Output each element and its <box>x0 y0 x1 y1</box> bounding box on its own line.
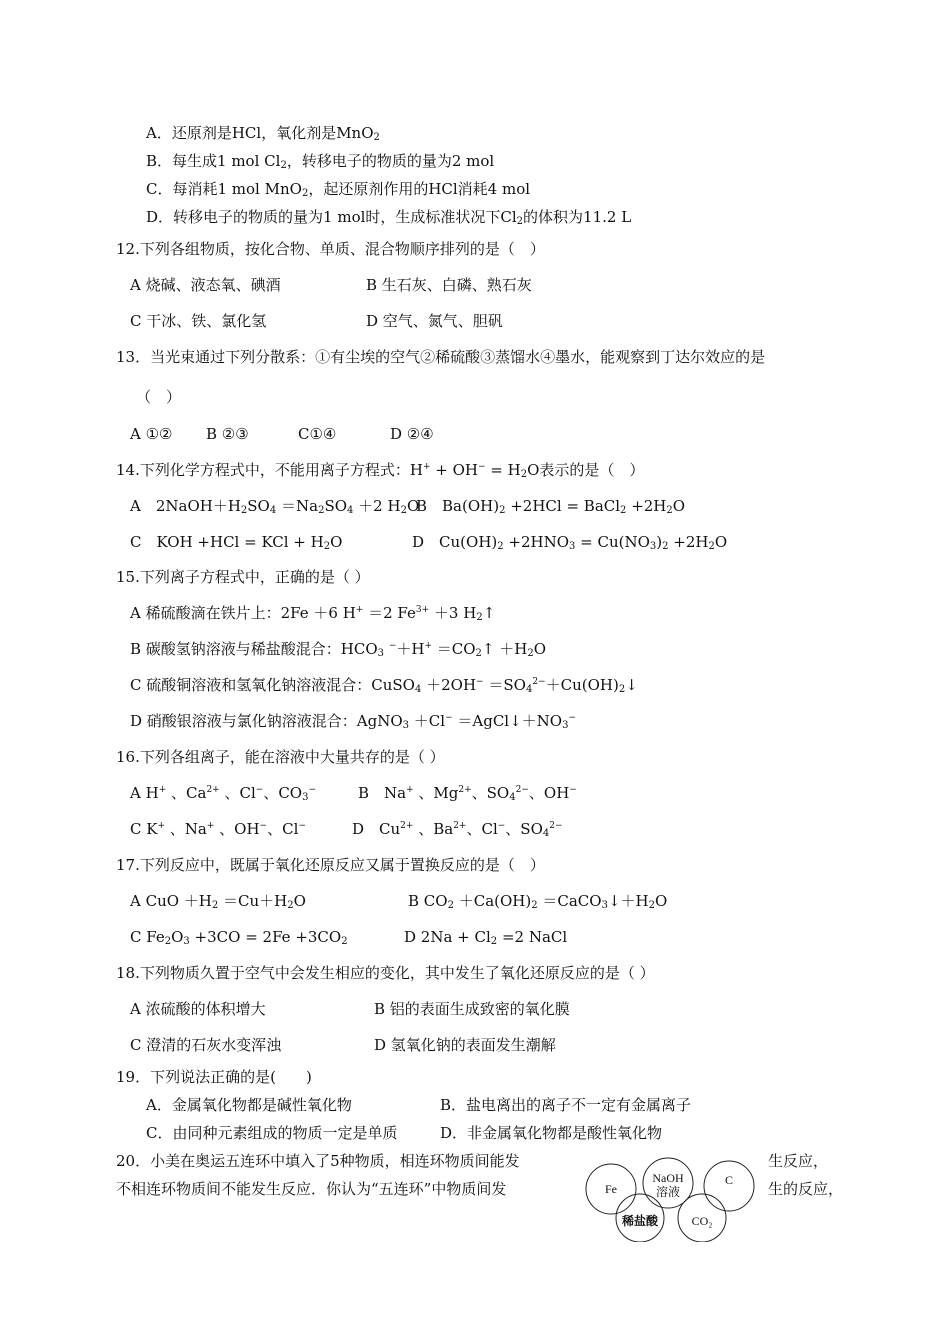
q18-option-d: D 氢氧化钠的表面发生潮解 <box>374 1036 556 1054</box>
q14-option-d: D $Cu(OH)_2 +2HNO_3 = Cu(NO_3)_2 +2H_2O$ <box>412 533 728 552</box>
q16-option-d: D $Cu^{2+}$ 、$Ba^{2+}$、Cl−、$SO_4^{2-}$ <box>352 820 563 839</box>
q14-option-a: A $2NaOH+H_2SO_4 =Na_2SO_4 +2$ $H_2O$ <box>130 497 420 516</box>
q17-option-b: B $CO_2 +Ca(OH)_2$ $=CaCO_3↓+H_2O$ <box>408 892 668 911</box>
q18-stem: 18.下列物质久置于空气中会发生相应的变化，其中发生了氧化还原反应的是（ ） <box>116 964 655 982</box>
q13-option-a: A ①② <box>130 425 173 443</box>
q20-line1-left: 20．小美在奥运五连环中填入了5种物质，相连环物质间能发 <box>116 1152 520 1170</box>
q13-answer-paren: （ ） <box>136 388 182 406</box>
q13-option-d: D ②④ <box>390 425 434 443</box>
q19-option-c: C．由同种元素组成的物质一定是单质 <box>146 1124 398 1142</box>
q18-option-c: C 澄清的石灰水变浑浊 <box>130 1036 282 1054</box>
q14-stem: 14.下列化学方程式中，不能用离子方程式：$H^+ + OH^- = H_2O$表示的是（ ） <box>116 461 645 480</box>
five-rings-diagram <box>584 1152 764 1242</box>
q12-option-c: C 干冰、铁、氯化氢 <box>130 312 267 330</box>
q11-option-d: D．转移电子的物质的量为1 mol时，生成标准状况下$Cl_2$的体积为11.2 L <box>146 208 632 227</box>
q16-stem: 16.下列各组离子，能在溶液中大量共存的是（ ） <box>116 748 445 766</box>
q18-option-b: B 铝的表面生成致密的氧化膜 <box>374 1000 570 1018</box>
q15-option-d: D 硝酸银溶液与氯化钠溶液混合：AgNO$_3$ $+Cl^- =AgCl↓+NO_3^-$ <box>130 712 577 731</box>
q19-option-a: A．金属氧化物都是碱性氧化物 <box>146 1096 352 1114</box>
q13-stem: 13．当光束通过下列分散系：①有尘埃的空气②稀硫酸③蒸馏水④墨水，能观察到丁达尔效应的是 <box>116 348 766 366</box>
q11-option-c: C．每消耗1 mol MnO$_2$，起还原剂作用的HCl消耗4 mol <box>146 180 531 199</box>
q19-option-d: D．非金属氧化物都是酸性氧化物 <box>440 1124 663 1142</box>
q19-stem: 19．下列说法正确的是( ) <box>116 1068 312 1086</box>
ring-label-co2: CO₂ <box>691 1214 713 1228</box>
q17-stem: 17.下列反应中，既属于氧化还原反应又属于置换反应的是（ ） <box>116 856 545 874</box>
q15-stem: 15.下列离子方程式中，正确的是（ ） <box>116 568 370 586</box>
q11-option-b: B．每生成1 mol $Cl_2$，转移电子的物质的量为2 mol <box>146 152 495 171</box>
q20-line2-left: 不相连环物质间不能发生反应．你认为“五连环”中物质间发 <box>116 1180 507 1198</box>
q14-option-b: B $Ba(OH)_2 +2HCl$ = BaCl$_2$ $+2H_2O$ <box>416 497 686 516</box>
q14-option-c: C KOH +HCl = KCl + $H_2O$ <box>130 533 343 552</box>
q17-option-a: A CuO $+H_2 =Cu+H_2O$ <box>130 892 306 911</box>
q17-option-c: C $Fe_2O_3 +3CO = 2Fe +3CO_2$ <box>130 928 348 947</box>
q11-option-a: A．还原剂是HCl，氧化剂是MnO$_2$ <box>146 124 380 143</box>
q20-line2-right: 生的反应， <box>768 1180 844 1198</box>
q16-option-c: C K+ 、Na+ 、OH−、Cl− <box>130 820 306 838</box>
q12-option-b: B 生石灰、白磷、熟石灰 <box>366 276 532 294</box>
q12-option-d: D 空气、氮气、胆矾 <box>366 312 503 330</box>
q15-option-c: C 硫酸铜溶液和氢氧化钠溶液混合：CuSO$_4$ $+2OH^- =SO_4^{2-}+Cu(OH)_2↓$ <box>130 676 638 695</box>
q12-stem: 12.下列各组物质，按化合物、单质、混合物顺序排列的是（ ） <box>116 240 545 258</box>
ring-label-solution: 溶液 <box>655 1185 681 1199</box>
q15-option-b: B 碳酸氢钠溶液与稀盐酸混合：$HCO_3$ $^-+H^+ =CO_2↑ +H_2O$ <box>130 640 547 659</box>
q19-option-b: B．盐电离出的离子不一定有金属离子 <box>440 1096 692 1114</box>
q16-option-a: A H+ 、$Ca^{2+}$ 、Cl−、$CO_3^-$ <box>130 784 317 803</box>
q20-line1-right: 生反应， <box>768 1152 829 1170</box>
q13-option-b: B ②③ <box>206 425 249 443</box>
q17-option-d: D $2Na + Cl_2 =2$ NaCl <box>404 928 568 947</box>
q15-option-a: A 稀硫酸滴在铁片上：2Fe ＋6 H+ ＝2 $Fe^{3+} +3$ $H_2↑$ <box>130 604 496 623</box>
ring-label-c: C <box>724 1173 734 1187</box>
q18-option-a: A 浓硫酸的体积增大 <box>130 1000 266 1018</box>
q13-option-c: C①④ <box>298 425 337 443</box>
ring-label-hcl: 稀盐酸 <box>621 1214 659 1228</box>
ring-label-fe: Fe <box>605 1182 617 1196</box>
ring-label-naoh: NaOH <box>652 1171 684 1185</box>
q12-option-a: A 烧碱、液态氧、碘酒 <box>130 276 281 294</box>
q16-option-b: B Na+ 、$Mg^{2+}$、$SO_4^{2-}$、OH− <box>358 784 577 803</box>
